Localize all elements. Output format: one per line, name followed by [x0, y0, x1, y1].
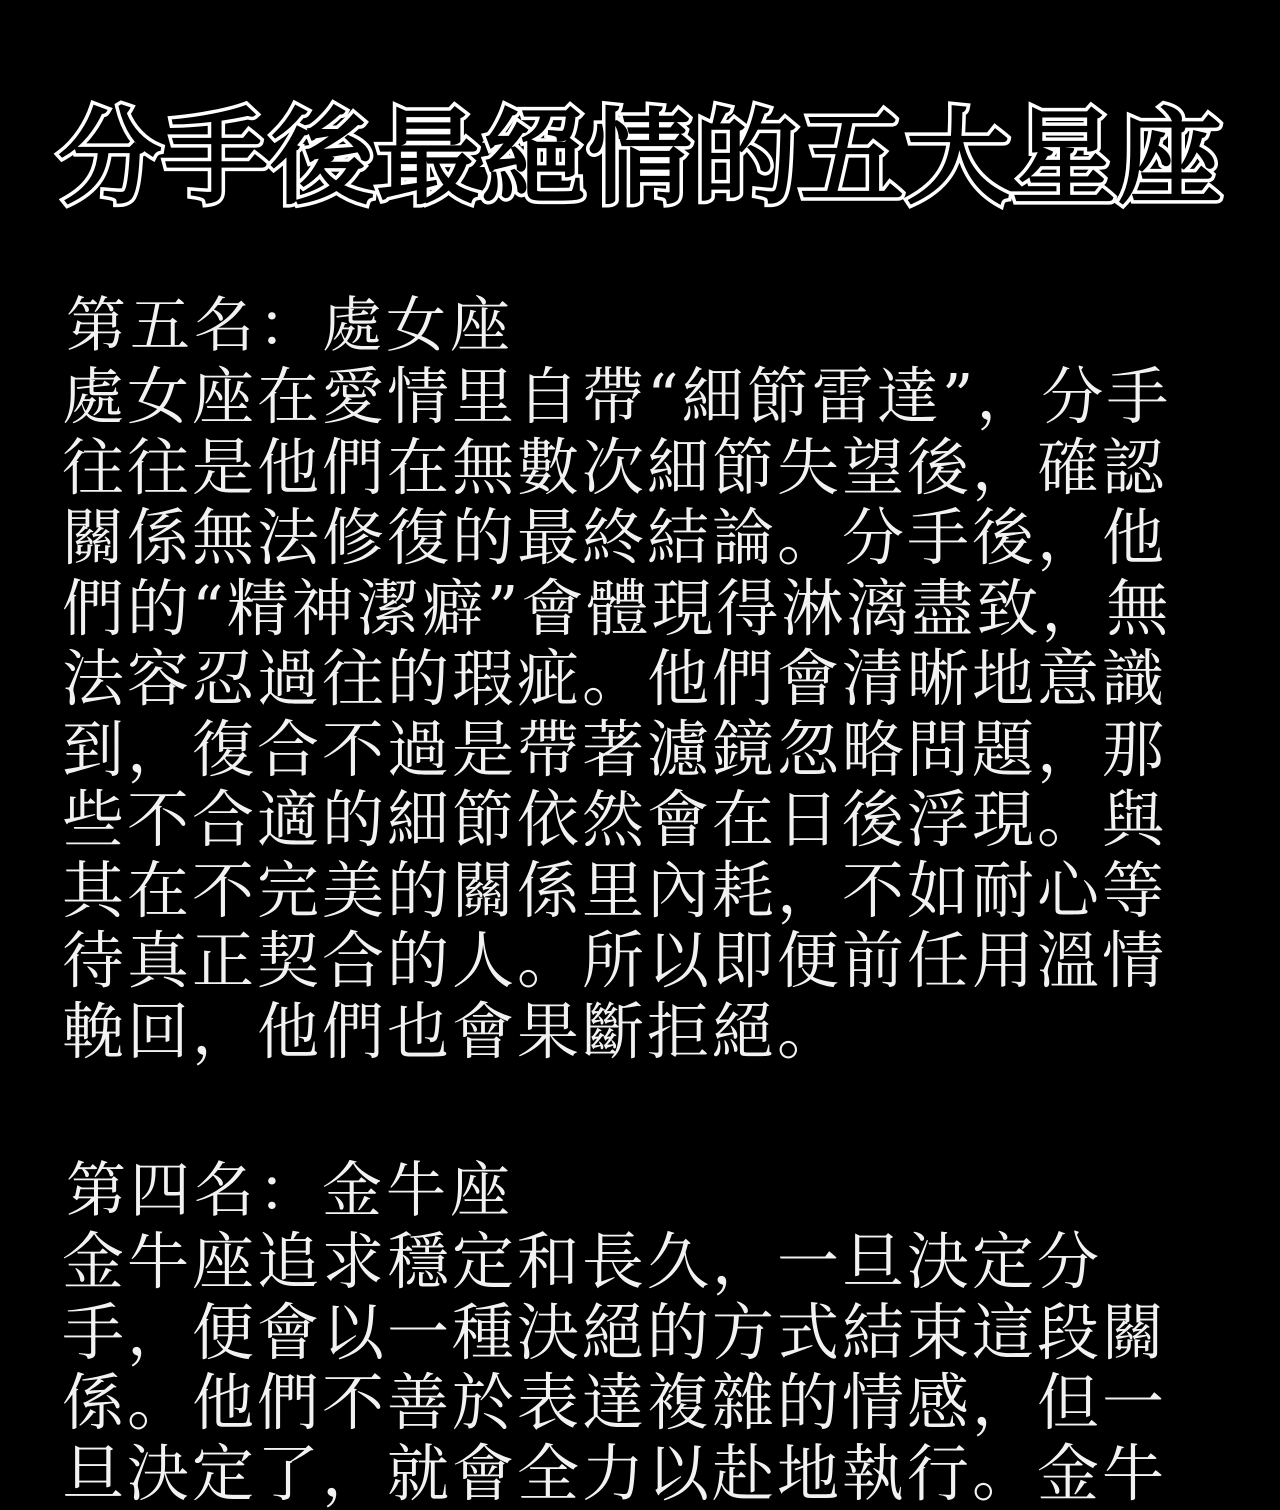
body-line: 法容忍過往的瑕疵。他們會清晰地意識 [62, 642, 1168, 715]
body-line: 係。他們不善於表達複雜的情感，但一 [62, 1366, 1168, 1439]
body-line: 金牛座追求穩定和長久，一旦決定分 [62, 1225, 1103, 1298]
body-line: 輓回，他們也會果斷拒絕。 [62, 994, 843, 1068]
section-body [62, 362, 1222, 1067]
body-line: 們的“精神潔癖”會體現得淋漓盡致，無 [62, 571, 1172, 645]
body-line: 旦決定了，就會全力以赴地執行。金牛 [62, 1436, 1168, 1510]
body-line: 關係無法修復的最終結論。分手後，他 [62, 501, 1168, 574]
section-heading: 第四名：金牛座 [66, 1156, 514, 1226]
body-line: 些不合適的細節依然會在日後浮現。與 [62, 783, 1168, 856]
section-heading: 第五名：處女座 [66, 291, 514, 361]
body-line: 其在不完美的關係里內耗，不如耐心等 [62, 853, 1168, 927]
body-line: 往往是他們在無數次細節失望後，確認 [62, 430, 1168, 504]
body-line: 手，便會以一種決絕的方式結束這段關 [62, 1295, 1168, 1369]
page-title: 分手後最絕情的五大星座 [58, 96, 1225, 219]
body-line: 到，復合不過是帶著濾鏡忽略問題，那 [62, 712, 1168, 786]
section-rank-5 [62, 290, 1222, 1067]
body-line: 待真正契合的人。所以即便前任用溫情 [62, 924, 1168, 997]
body-line: 處女座在愛情里自帶“細節雷達”，分手 [62, 360, 1172, 433]
section-body [62, 1227, 1222, 1509]
section-rank-4 [62, 1155, 1222, 1509]
